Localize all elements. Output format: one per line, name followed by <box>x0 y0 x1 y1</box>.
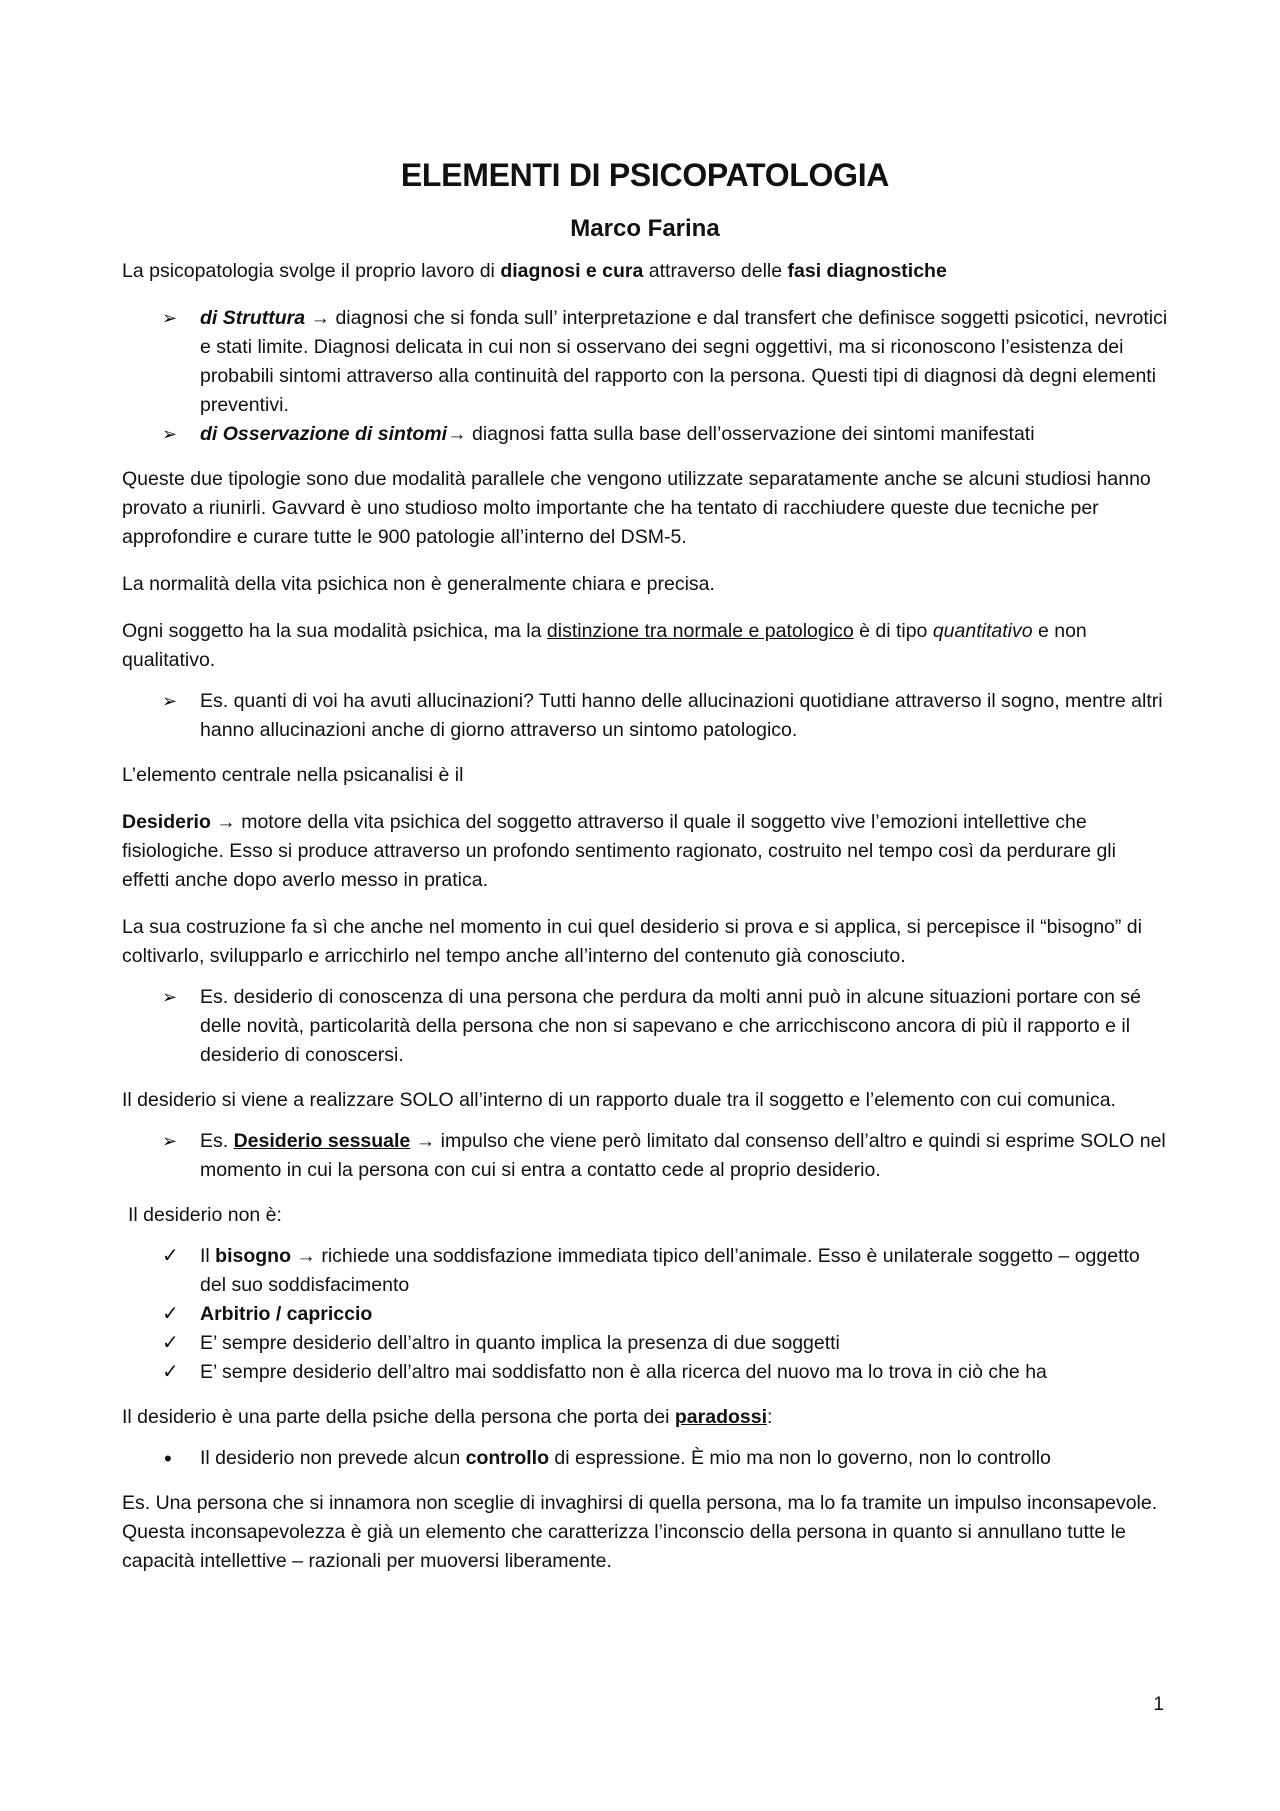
bullet-dot-icon: • <box>164 1446 172 1471</box>
paragraph <box>122 1403 1168 1432</box>
text-run: E’ sempre desiderio dell’altro mai soddisfatto non è alla ricerca del nuovo ma lo trova in ciò che ha <box>200 1361 1047 1383</box>
check-icon: ✓ <box>162 1332 179 1354</box>
list-term: di Struttura <box>200 307 306 329</box>
bullet-list <box>122 1444 1168 1473</box>
paragraph: Es. Una persona che si innamora non sceglie di invaghirsi di quella persona, ma lo fa tramite un impulso inconsapevole. Questa inconsapevolezza è già un elemento che caratterizza l’inconscio della persona in quanto si annullano tutte le capacità intellettive – razionali per muoversi liberamente. <box>122 1492 1158 1572</box>
text-run: : <box>767 1406 773 1428</box>
list-item <box>122 420 1168 449</box>
text-run: Il desiderio è una parte della psiche della persona che porta dei <box>122 1406 675 1428</box>
example-list <box>122 983 1168 1070</box>
bold-underlined-text: Desiderio sessuale <box>233 1130 411 1152</box>
paragraph: Il desiderio si viene a realizzare SOLO all’interno di un rapporto duale tra il soggetto e l’elemento con cui comunica. <box>122 1089 1116 1111</box>
text-run: E’ sempre desiderio dell’altro in quanto implica la presenza di due soggetti <box>200 1332 840 1354</box>
underlined-text: distinzione tra normale e patologico <box>546 620 854 642</box>
bold-text: controllo <box>465 1447 550 1469</box>
paragraph: La sua costruzione fa sì che anche nel momento in cui quel desiderio si prova e si applica, si percepisce il “bisogno” di coltivarlo, svilupparlo e arricchirlo nel tempo anche all’interno del contenuto già conosciuto. <box>122 916 1142 967</box>
arrow-bullet-icon: ➢ <box>162 987 178 1007</box>
list-item <box>122 1444 1168 1473</box>
text-run: Es. <box>200 1130 234 1152</box>
list-text: diagnosi che si fonda sull’ interpretazione e dal transfert che definisce soggetti psicotici, nevrotici e stati limite. Diagnosi delicata in cui non si osservano dei segni oggettivi, ma si riconoscono l’esistenza dei probabili sintomi attraverso alla continuità del rapporto con la persona. Questi tipi di diagnosi dà degni elementi preventivi. <box>200 307 1168 416</box>
list-item <box>122 304 1168 420</box>
text-run: Ogni soggetto ha la sua modalità psichica, ma la <box>122 620 547 642</box>
list-text: Es. quanti di voi ha avuti allucinazioni? Tutti hanno delle allucinazioni quotidiane attraverso il sogno, mentre altri hanno allucinazioni anche di giorno attraverso un sintomo patologico. <box>200 690 1163 741</box>
check-icon: ✓ <box>162 1361 179 1383</box>
check-icon: ✓ <box>162 1245 179 1267</box>
check-icon: ✓ <box>162 1303 179 1325</box>
paragraph: Il desiderio non è: <box>128 1204 282 1226</box>
paragraph: La normalità della vita psichica non è generalmente chiara e precisa. <box>122 573 715 595</box>
bold-underlined-text: paradossi <box>674 1406 767 1428</box>
list-item <box>122 1358 1168 1387</box>
paragraph <box>122 617 1168 675</box>
list-item <box>122 687 1168 745</box>
text-run: Il desiderio non prevede alcun <box>200 1447 466 1469</box>
text-run: di espressione. È mio ma non lo governo, non lo controllo <box>549 1447 1051 1469</box>
bold-text: Arbitrio / capriccio <box>200 1303 373 1325</box>
text-run: → impulso che viene però limitato dal consenso dell’altro e quindi si esprime SOLO nel momento in cui la persona con cui si entra a contatto cede al proprio desiderio. <box>200 1130 1166 1181</box>
text-run: e non qualitativo. <box>122 620 1087 671</box>
text-run: → richiede una soddisfazione immediata tipico dell’animale. Esso è unilaterale soggetto – oggetto del suo soddisfacimento <box>200 1245 1140 1296</box>
page-number: 1 <box>1153 1694 1164 1715</box>
list-item <box>122 1329 1168 1358</box>
text-run: è di tipo <box>853 620 933 642</box>
document-title: ELEMENTI DI PSICOPATOLOGIA <box>400 157 890 193</box>
italic-text: quantitativo <box>932 620 1033 642</box>
paragraph <box>122 808 1168 895</box>
example-list <box>122 1127 1168 1185</box>
list-text: Es. desiderio di conoscenza di una persona che perdura da molti anni può in alcune situazioni portare con sé delle novità, particolarità della persona che non si sapevano e che arricchiscono ancora di più il rapporto e il desiderio di conoscersi. <box>200 986 1141 1066</box>
text-run: → motore della vita psichica del soggetto attraverso il quale il soggetto vive l’emozioni intellettive che fisiologiche. Esso si produce attraverso un profondo sentimento ragionato, costruito nel tempo così da perdurare gli effetti anche dopo averlo messo in pratica. <box>122 811 1116 891</box>
list-item <box>122 1300 1168 1329</box>
arrow-glyph: → <box>447 423 472 445</box>
bold-text: diagnosi e cura <box>500 260 644 282</box>
paragraph-intro <box>122 257 1168 286</box>
check-list <box>122 1242 1168 1387</box>
page-content <box>122 155 1168 1594</box>
text-run: Il <box>200 1245 216 1267</box>
paragraph: Queste due tipologie sono due modalità parallele che vengono utilizzate separatamente anche se alcuni studiosi hanno provato a riunirli. Gavvard è uno studioso molto importante che ha tentato di racchiudere queste due tecniche per approfondire e curare tutte le 900 patologie all’interno del DSM-5. <box>122 468 1151 548</box>
list-item <box>122 1242 1168 1300</box>
bold-text: Desiderio <box>122 811 211 833</box>
arrow-bullet-icon: ➢ <box>162 424 178 444</box>
bold-text: fasi diagnostiche <box>787 260 947 282</box>
text-run: La psicopatologia svolge il proprio lavoro di <box>122 260 501 282</box>
example-list <box>122 687 1168 745</box>
list-term: di Osservazione di sintomi <box>200 423 448 445</box>
paragraph: L’elemento centrale nella psicanalisi è il <box>122 764 464 786</box>
document-author: Marco Farina <box>570 215 720 242</box>
arrow-bullet-icon: ➢ <box>162 691 178 711</box>
diagnostic-phases-list <box>122 304 1168 449</box>
arrow-bullet-icon: ➢ <box>162 1131 178 1151</box>
list-item <box>122 1127 1168 1185</box>
arrow-bullet-icon: ➢ <box>162 308 178 328</box>
list-text: diagnosi fatta sulla base dell’osservazione dei sintomi manifestati <box>472 423 1035 445</box>
text-run: attraverso delle <box>643 260 788 282</box>
bold-text: bisogno <box>215 1245 291 1267</box>
list-item <box>122 983 1168 1070</box>
arrow-glyph: → <box>305 307 336 329</box>
